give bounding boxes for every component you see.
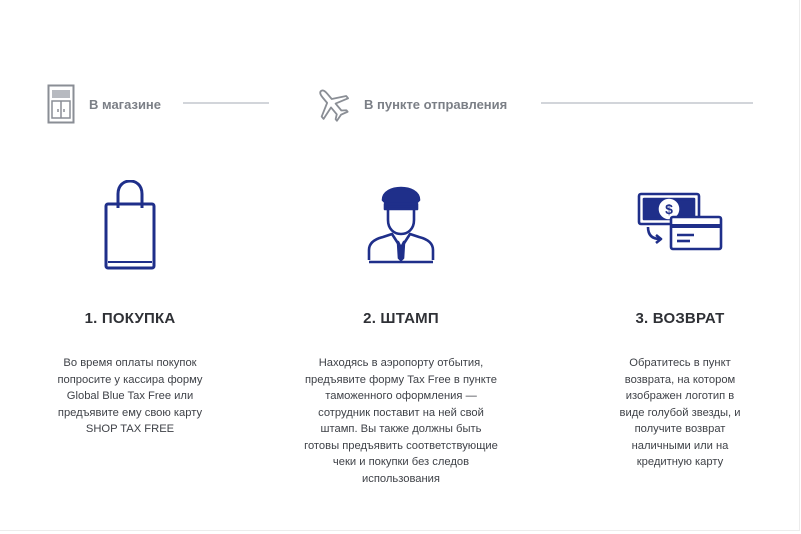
stage-divider-1 <box>183 102 269 104</box>
stage-departure <box>312 84 507 124</box>
stage-label-departure: В пункте отправления <box>364 96 508 112</box>
shopping-bag-icon <box>100 180 160 277</box>
step-description: Находясь в аэропорту отбытия, предъявите форму Tax Free в пункте таможенного оформления — сотрудник поставит на ней свой штамп. Вы также должны быть готовы предъявить соответствующие чеки и покупки без следов использования <box>304 357 498 485</box>
step-stamp <box>286 180 516 487</box>
customs-officer-icon <box>365 186 437 271</box>
step-purchase <box>15 180 245 438</box>
step-description: Во время оплаты покупок попросите у кассира форму Global Blue Tax Free или предъявите ему свою карту SHOP TAX FREE <box>57 357 203 435</box>
svg-text:$: $ <box>665 200 673 217</box>
store-door-icon <box>47 84 75 124</box>
step-refund <box>565 180 795 471</box>
cash-card-refund-icon <box>636 191 724 266</box>
stage-label-in-store: В магазине <box>89 96 162 112</box>
step-title: 3. ВОЗВРАТ <box>635 310 725 327</box>
step-title: 1. ПОКУПКА <box>84 310 176 327</box>
stage-divider-2 <box>541 102 753 104</box>
stage-in-store <box>47 84 161 124</box>
airplane-icon <box>312 84 352 124</box>
step-description: Обратитесь в пункт возврата, на котором изображен логотип в виде голубой звезды, и получите возврат наличными или на кредитную карту <box>619 357 741 468</box>
step-title: 2. ШТАМП <box>363 310 439 327</box>
